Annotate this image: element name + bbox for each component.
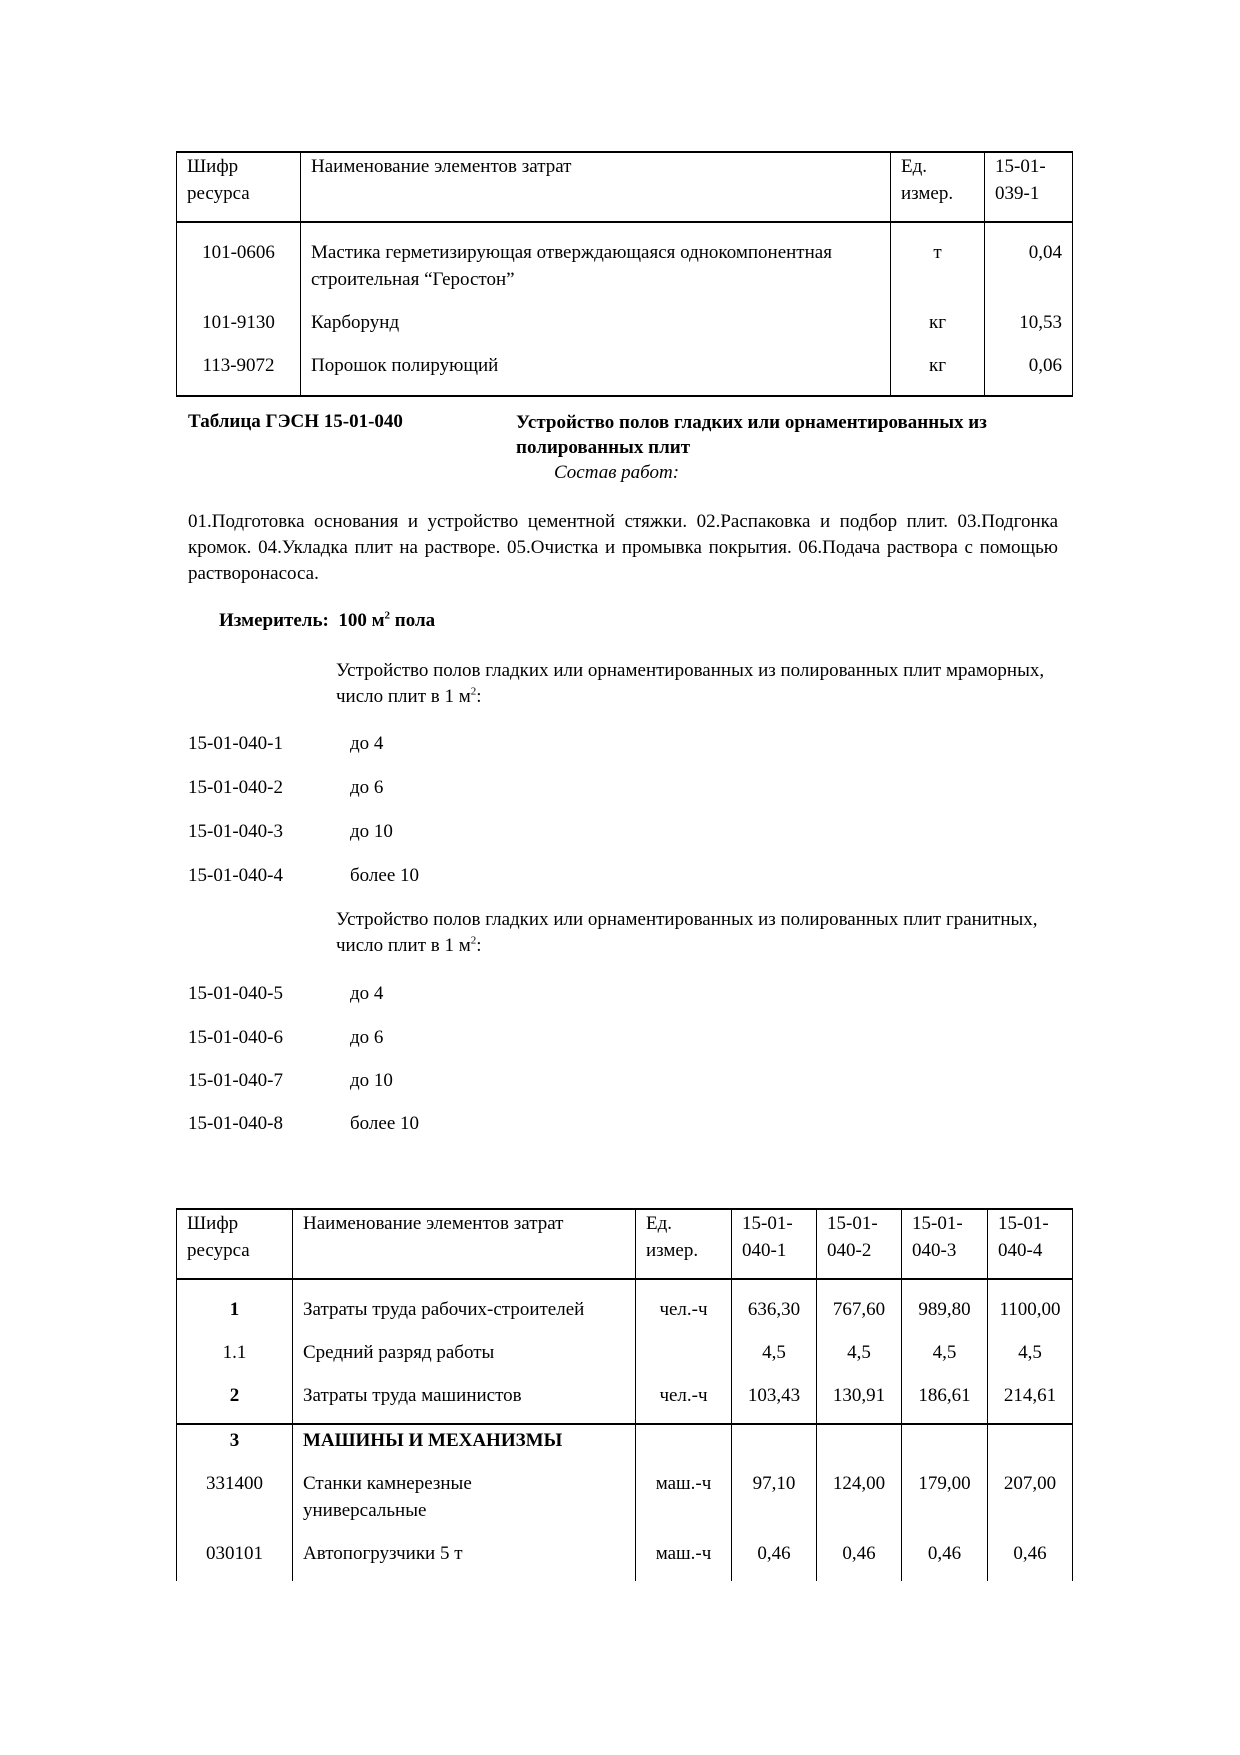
row-name: Порошок полирующий <box>301 336 891 396</box>
table-row <box>177 1454 1073 1524</box>
row-unit: маш.-ч <box>636 1524 732 1581</box>
measure-sup: 2 <box>384 609 391 622</box>
row-unit: чел.-ч <box>636 1279 732 1323</box>
row-value <box>817 1424 902 1454</box>
row-name: Автопогрузчики 5 т <box>293 1524 636 1581</box>
row-value: 636,30 <box>732 1279 817 1323</box>
row-value: 0,04 <box>985 222 1073 293</box>
header-unit: Ед. измер. <box>891 152 985 222</box>
row-value: 4,5 <box>732 1323 817 1366</box>
table-row <box>177 1524 1073 1581</box>
table-header-row <box>177 1209 1073 1279</box>
row-value: 0,46 <box>902 1524 988 1581</box>
table-row <box>177 1323 1073 1366</box>
row-value: 179,00 <box>902 1454 988 1524</box>
row-value: 130,91 <box>817 1366 902 1424</box>
group-marble-tail: : <box>476 686 482 707</box>
norm-code: 15-01-040-1 <box>188 733 283 754</box>
table-row <box>177 1366 1073 1424</box>
norm-label: до 6 <box>350 777 384 798</box>
resource-table-040 <box>176 1208 1073 1581</box>
row-value: 1100,00 <box>988 1279 1073 1323</box>
norm-code: 15-01-040-4 <box>188 865 283 886</box>
row-value: 4,5 <box>902 1323 988 1366</box>
row-value: 124,00 <box>817 1454 902 1524</box>
group-marble-heading <box>336 658 1056 710</box>
row-unit: маш.-ч <box>636 1454 732 1524</box>
norm-label: до 6 <box>350 1027 384 1048</box>
row-name: Затраты труда рабочих-строителей <box>293 1279 636 1323</box>
table-code-title: Таблица ГЭСН 15-01-040 <box>188 411 403 432</box>
row-name: МАШИНЫ И МЕХАНИЗМЫ <box>293 1424 636 1454</box>
norm-label: более 10 <box>350 865 420 886</box>
table-row <box>177 336 1073 396</box>
norm-code: 15-01-040-8 <box>188 1113 283 1134</box>
norm-label: более 10 <box>350 1113 420 1134</box>
row-value: 767,60 <box>817 1279 902 1323</box>
header-name: Наименование элементов затрат <box>293 1209 636 1279</box>
row-code: 030101 <box>177 1524 293 1581</box>
row-unit: т <box>891 222 985 293</box>
row-name: Карборунд <box>301 293 891 336</box>
norm-label: до 10 <box>350 1070 393 1091</box>
row-value: 103,43 <box>732 1366 817 1424</box>
header-value: 15-01-040-3 <box>902 1209 988 1279</box>
row-unit: кг <box>891 293 985 336</box>
norm-code: 15-01-040-3 <box>188 821 283 842</box>
header-value: 15-01-040-1 <box>732 1209 817 1279</box>
row-unit <box>636 1424 732 1454</box>
row-unit <box>636 1323 732 1366</box>
row-value: 207,00 <box>988 1454 1073 1524</box>
norm-label: до 10 <box>350 821 393 842</box>
row-name: Затраты труда машинистов <box>293 1366 636 1424</box>
norm-code: 15-01-040-2 <box>188 777 283 798</box>
norm-code: 15-01-040-6 <box>188 1027 283 1048</box>
row-value: 214,61 <box>988 1366 1073 1424</box>
measure-label: Измеритель: <box>219 610 329 631</box>
measure-tail: пола <box>390 610 436 631</box>
norm-label: до 4 <box>350 733 384 754</box>
table-header-row <box>177 152 1073 222</box>
header-value: 15-01-040-2 <box>817 1209 902 1279</box>
header-value: 15-01-040-4 <box>988 1209 1073 1279</box>
group-granite-tail: : <box>476 935 482 956</box>
row-value: 97,10 <box>732 1454 817 1524</box>
table-row <box>177 1279 1073 1323</box>
row-code: 3 <box>177 1424 293 1454</box>
table-row <box>177 1424 1073 1454</box>
norm-code: 15-01-040-5 <box>188 983 283 1004</box>
measure-value: 100 м <box>338 610 385 631</box>
header-value: 15-01-039-1 <box>985 152 1073 222</box>
row-code: 101-9130 <box>177 293 301 336</box>
row-value <box>902 1424 988 1454</box>
row-value: 0,46 <box>817 1524 902 1581</box>
row-unit: чел.-ч <box>636 1366 732 1424</box>
header-code: Шифр ресурса <box>177 1209 293 1279</box>
row-name: Средний разряд работы <box>293 1323 636 1366</box>
row-value: 4,5 <box>817 1323 902 1366</box>
row-unit: кг <box>891 336 985 396</box>
row-code: 1.1 <box>177 1323 293 1366</box>
header-code: Шифр ресурса <box>177 152 301 222</box>
works-composition-label: Состав работ: <box>554 462 680 483</box>
row-name: Мастика герметизирующая отверждающаяся однокомпонентная строительная “Геростон” <box>301 222 891 293</box>
row-code: 2 <box>177 1366 293 1424</box>
row-value: 0,06 <box>985 336 1073 396</box>
norm-code: 15-01-040-7 <box>188 1070 283 1091</box>
resource-table-039 <box>176 151 1073 397</box>
group-granite-sup: 2 <box>470 934 477 947</box>
table-name-title: Устройство полов гладких или орнаментированных из полированных плит <box>516 412 987 458</box>
table-row <box>177 222 1073 293</box>
header-unit: Ед. измер. <box>636 1209 732 1279</box>
row-code: 113-9072 <box>177 336 301 396</box>
table-row <box>177 293 1073 336</box>
header-name: Наименование элементов затрат <box>301 152 891 222</box>
group-marble-text: Устройство полов гладких или орнаментированных из полированных плит мраморных, число плит в 1 м <box>336 660 1045 707</box>
row-value: 0,46 <box>732 1524 817 1581</box>
group-granite-heading <box>336 907 1056 959</box>
row-code: 101-0606 <box>177 222 301 293</box>
row-value: 10,53 <box>985 293 1073 336</box>
group-granite-text: Устройство полов гладких или орнаментированных из полированных плит гранитных, число плит в 1 м <box>336 909 1038 956</box>
row-value: 0,46 <box>988 1524 1073 1581</box>
group-marble-sup: 2 <box>470 685 477 698</box>
row-value <box>732 1424 817 1454</box>
measure-unit <box>219 610 435 632</box>
row-code: 331400 <box>177 1454 293 1524</box>
norm-label: до 4 <box>350 983 384 1004</box>
row-code: 1 <box>177 1279 293 1323</box>
row-value: 186,61 <box>902 1366 988 1424</box>
row-name: Станки камнерезные универсальные <box>293 1454 636 1524</box>
row-value <box>988 1424 1073 1454</box>
row-value: 989,80 <box>902 1279 988 1323</box>
row-value: 4,5 <box>988 1323 1073 1366</box>
works-list-paragraph: 01.Подготовка основания и устройство цементной стяжки. 02.Распаковка и подбор плит. 03.Подгонка кромок. 04.Укладка плит на растворе. 05.Очистка и промывка покрытия. 06.Подача раствора с помощью растворонасоса. <box>188 511 1058 584</box>
